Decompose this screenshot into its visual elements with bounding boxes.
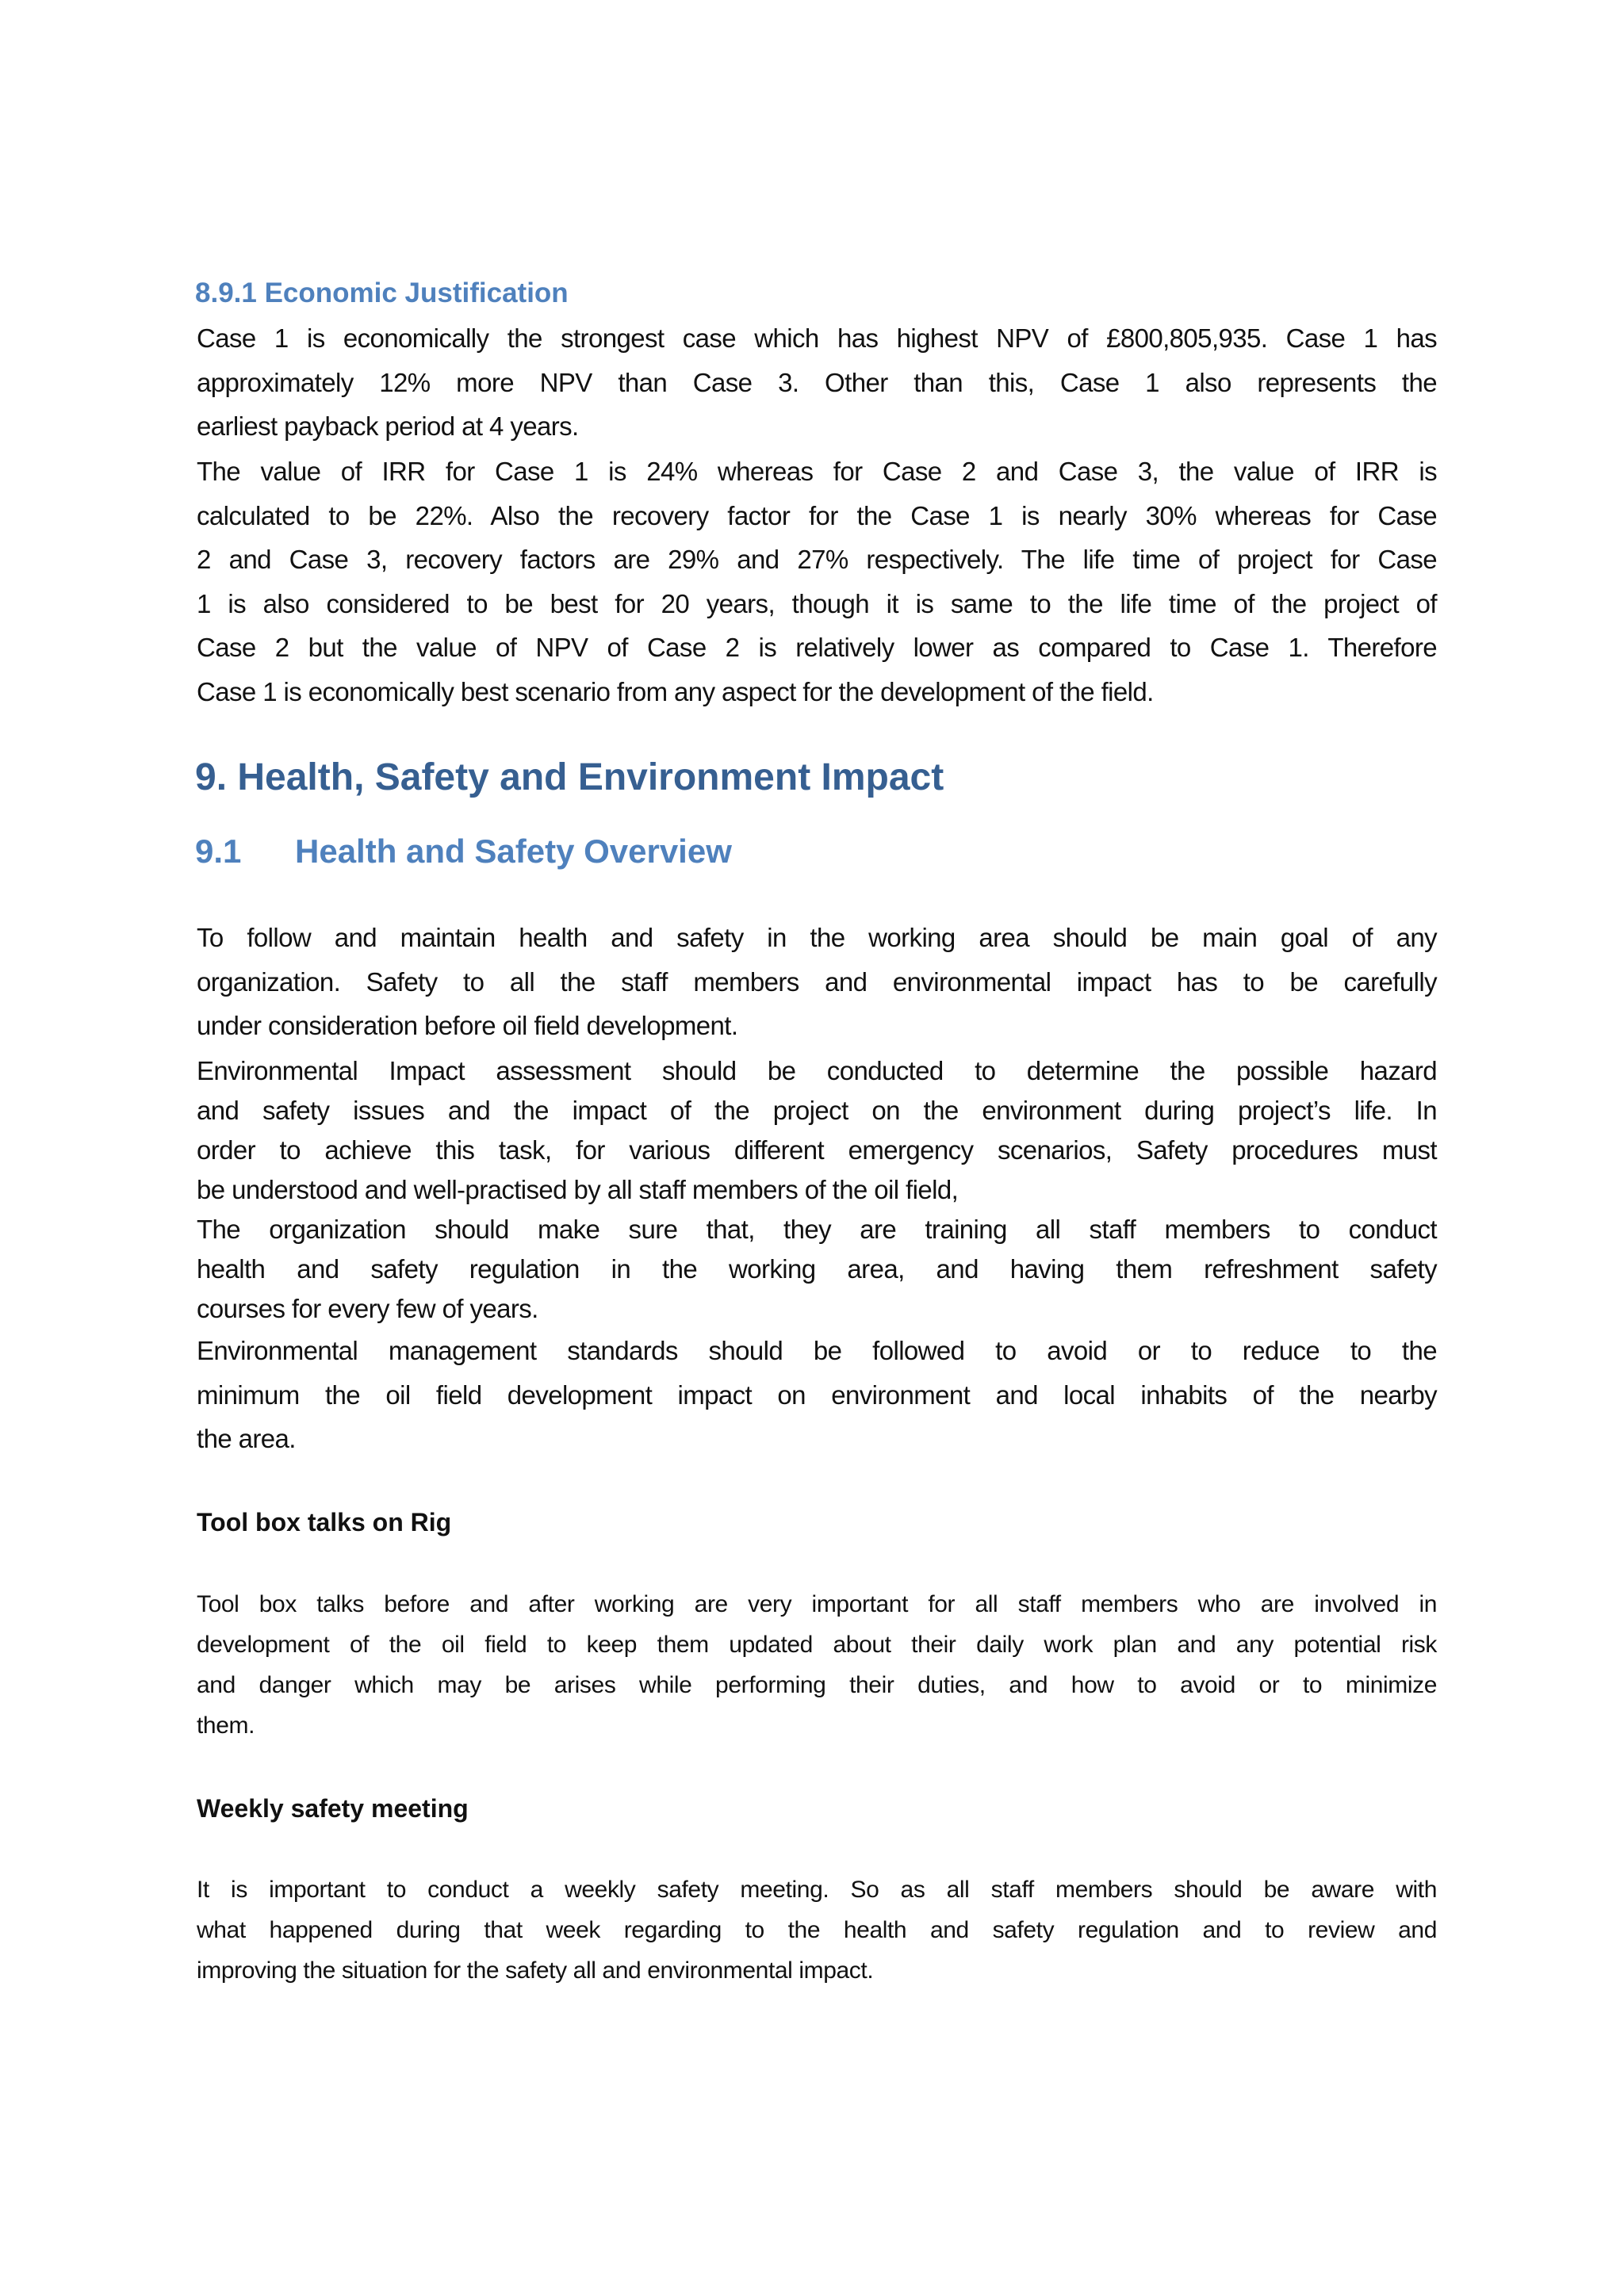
paragraph-economic-2 bbox=[197, 450, 1437, 714]
text-line: The organization should make sure that, they are training all staff members to conduct bbox=[197, 1215, 1437, 1244]
paragraph-hs-4 bbox=[197, 1329, 1437, 1461]
text-line: Tool box talks before and after working are very important for all staff members who are involved in bbox=[197, 1591, 1437, 1617]
text-line: Case 1 is economically best scenario from any aspect for the development of the field. bbox=[197, 676, 1154, 706]
paragraph-hs-3 bbox=[197, 1210, 1437, 1329]
text-line: development of the oil field to keep them updated about their daily work plan and any potential risk bbox=[197, 1632, 1437, 1658]
text-line: Case 1 is economically the strongest case which has highest NPV of £800,805,935. Case 1 has bbox=[197, 323, 1437, 353]
text-line: the area. bbox=[197, 1424, 296, 1453]
text-line: health and safety regulation in the working area, and having them refreshment safety bbox=[197, 1254, 1437, 1284]
text-line: earliest payback period at 4 years. bbox=[197, 411, 579, 441]
heading-hse-impact: 9. Health, Safety and Environment Impact bbox=[195, 756, 944, 798]
text-line: and danger which may be arises while performing their duties, and how to avoid or to minimize bbox=[197, 1672, 1437, 1698]
text-line: minimum the oil field development impact on environment and local inhabits of the nearby bbox=[197, 1380, 1437, 1410]
text-line: what happened during that week regarding to the health and safety regulation and to review and bbox=[197, 1917, 1437, 1943]
text-line: under consideration before oil field development. bbox=[197, 1011, 738, 1040]
text-line: improving the situation for the safety all and environmental impact. bbox=[197, 1957, 874, 1984]
section-number: 9.1 bbox=[195, 832, 242, 870]
text-line: Case 2 but the value of NPV of Case 2 is relatively lower as compared to Case 1. Therefore bbox=[197, 633, 1437, 662]
text-line: 1 is also considered to be best for 20 years, though it is same to the life time of the project of bbox=[197, 588, 1437, 618]
paragraph-toolbox bbox=[197, 1584, 1437, 1746]
text-line: 2 and Case 3, recovery factors are 29% and 27% respectively. The life time of project for Case bbox=[197, 545, 1437, 574]
text-line: approximately 12% more NPV than Case 3. Other than this, Case 1 also represents the bbox=[197, 367, 1437, 397]
text-line: Environmental management standards should be followed to avoid or to reduce to the bbox=[197, 1336, 1437, 1365]
heading-health-safety-overview bbox=[195, 832, 732, 871]
text-line: order to achieve this task, for various different emergency scenarios, Safety procedures must bbox=[197, 1135, 1437, 1165]
heading-toolbox-talks: Tool box talks on Rig bbox=[197, 1508, 452, 1536]
text-line: courses for every few of years. bbox=[197, 1294, 538, 1323]
paragraph-economic-1 bbox=[197, 316, 1437, 449]
text-line: them. bbox=[197, 1712, 255, 1739]
text-line: It is important to conduct a weekly safety meeting. So as all staff members should be aware with bbox=[197, 1877, 1437, 1903]
heading-economic-justification: 8.9.1 Economic Justification bbox=[195, 277, 569, 308]
paragraph-hs-2 bbox=[197, 1051, 1437, 1210]
text-line: Environmental Impact assessment should be conducted to determine the possible hazard bbox=[197, 1056, 1437, 1085]
text-line: To follow and maintain health and safety in the working area should be main goal of any bbox=[197, 923, 1437, 952]
text-line: organization. Safety to all the staff members and environmental impact has to be carefully bbox=[197, 966, 1437, 997]
text-line: and safety issues and the impact of the project on the environment during project’s life. In bbox=[197, 1096, 1437, 1125]
paragraph-weekly bbox=[197, 1869, 1437, 1991]
paragraph-hs-1 bbox=[197, 916, 1437, 1048]
heading-weekly-safety-meeting: Weekly safety meeting bbox=[197, 1794, 469, 1823]
text-line: calculated to be 22%. Also the recovery factor for the Case 1 is nearly 30% whereas for Case bbox=[197, 500, 1437, 530]
section-title: Health and Safety Overview bbox=[295, 832, 732, 870]
text-line: be understood and well-practised by all staff members of the oil field, bbox=[197, 1175, 959, 1204]
text-line: The value of IRR for Case 1 is 24% whereas for Case 2 and Case 3, the value of IRR is bbox=[197, 457, 1437, 486]
